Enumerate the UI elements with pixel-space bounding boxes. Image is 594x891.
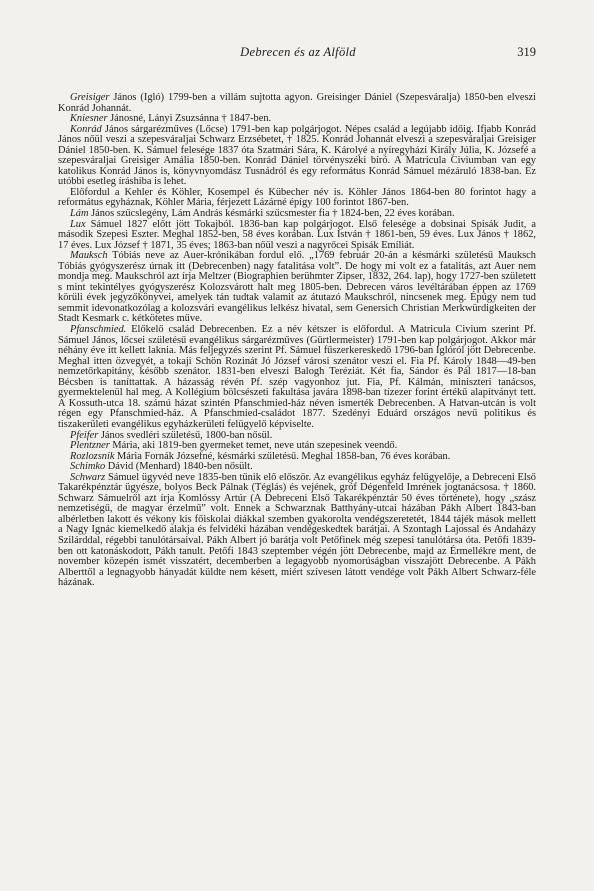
paragraph-text: Mária, aki 1819-ben gyermeket temet, neve után szepesinek veendő.: [109, 440, 398, 452]
paragraph-lux: [58, 220, 536, 252]
paragraph-konrad: [58, 125, 536, 188]
paragraph-lead: Lám: [70, 208, 89, 220]
running-title: Debrecen és az Alföld: [240, 45, 356, 59]
paragraph-kehler: [58, 188, 536, 209]
paragraph-schwarz: [58, 473, 536, 589]
paragraph-text: János (Igló) 1799-ben a villám sujtotta agyon. Greisinger Dániel (Szepesváralja) 1850-ben elveszi Konrád Johannát.: [58, 92, 536, 114]
body-text: [58, 93, 536, 589]
paragraph-text: János svedléri születésű, 1800-ban nősül.: [98, 429, 273, 441]
paragraph-lead: Pfeifer: [70, 429, 99, 441]
page-number: 319: [517, 45, 536, 59]
paragraph-lead: Kniesner: [70, 113, 108, 125]
paragraph-lead: Mauksch: [70, 250, 108, 262]
paragraph-lead: Pfanschmied.: [70, 324, 127, 336]
paragraph-text: Sámuel ügyvéd neve 1835-ben tűnik elő először. Az evangélikus egyház felügyelője, a Debreceni Első Takarékpénztár ügyésze, bolyos Beck Pálnak (Téglás) és vejének, gróf Dégenfeld Imrének jogtanácsosa. † 1860. Schwarz Sámuelről azt írja Komlóssy Artúr (A Debreceni Első Takarékpénztár 50 éves története), hogy „szász nemzetiségű, de magyar érzelmű” volt. Ennek a Schwarznak Batthyány-utcai házában Pákh Albert 1843-ban albérletben lakott és vékony kis főiskolai diákkal szemben gyakorolta vendégszeretetét, 1844 tájék mások mellett a Nagy Ignác kiemelkedő alakja és felvidéki házában vendégeskedtek barátjai. A Szontagh Lajossal és Andaházy Szilárddal, régebbi tanulótársaival. Pákh Albert jó barátja volt Petőfinek még szepesi tanulótársa óta. Petőfi 1839-ben ott katonáskodott, Pákh tanult. Petőfi 1843 szeptember végén jött Debrecenbe, majd az Érmellékre ment, de november közepén ismét visszatért, decemberben a legagyobb nyomorúságban visszajött Debrecenbe. A Pákh Alberttől a legnagyobb hányadát küldte nem késett, miért szívesen látott vendége volt Pákh Albert Schwarz-féle házának.: [58, 471, 536, 589]
paragraph-text: Jánosné, Lányi Zsuzsánna † 1847-ben.: [107, 113, 272, 125]
paragraph-text: Előkelő család Debrecenben. Ez a név kétszer is előfordul. A Matricula Civium szerint Pf. Sámuel János, lőcsei születésű evangélikus sárgarézműves (Gürtlermeister) 1791-ben kap polgárjogot. Akkor már néhány éve itt kellett laknia. Más feljegyzés szerint Pf. Sámuel fűszerkereskedő 1796-ban Iglóról jött Debrecenbe. Meghal itten özvegyét, a tokaji Schön Rozinát Jó József városi szenátor veszi el. Fia Pf. Károly 1848—49-ben nemzetőrkapitány, később szenátor. 1831-ben elveszi Balogh Teréziát. Két fia, Sándor és Pál 1817—18-ban Bécsben is taníttattak. A házasság révén Pf. szép vagyonhoz jut. Fia, Pf. Kálmán, miniszteri tanácsos, gyermektelenül hal meg. A Kollégium bölcsészeti fakultása javára 1898-ban tízezer forint értékű alapítványt tett. A Kossuth-utca 18. számú házat szintén Pfanschmied-ház néven ismerték Debrecenben. A Hatvan-utcán is volt régen egy Pfanschmied-ház. A Pfanschmied-családot 1877. Szedényi Eduárd országos nevű politikus és tiszakerületi evangélikus egyházkerületi felügyelő képviselte.: [58, 324, 536, 430]
paragraph-text: Dávid (Menhard) 1840-ben nősült.: [105, 461, 253, 473]
paragraph-text: Tóbiás neve az Auer-krónikában fordul elő. „1769 február 20-án a késmárki születésű Mauksch Tóbiás gyógyszerész úrnak itt (Debrecenben) nagy fatalitása volt”. De hogy mi volt ez a fatalitás, azt Auer nem mondja meg. Maukschról azt írja Meltzer (Biographien berühmter Zipser, 1832, 264. lap), hogy 1727-ben született s mint tekintélyes gyógyszerész Kolozsvárott halt meg 1805-ben. Debrecen város levéltárában éppen az 1769 körüli évek jegyzőkönyvei, amelyek tán tudtak valamit az átutazó Maukschról, nincsenek meg. Épúgy nem tud semmit idevonatkozólag a kolozsvári evangélikus lelkész hivatal, sem Genersich Christian Merkwürdigkeiten der Stadt Kesmark c. kétkötetes műve.: [58, 250, 536, 325]
paragraph-lead: Lux: [70, 218, 86, 230]
paragraph-mauksch: [58, 251, 536, 325]
paragraph-text: Sámuel 1827 előtt jött Tokajból. 1836-ban kap polgárjogot. Első felesége a dobsinai Spisák Judit, a második Szepesi Eszter. Meghal 1852-ben, 58 éves korában. Lux István † 1861-ben, 59 éves. Lux János † 1862, 17 éves. Lux József † 1871, 35 éves; 1863-ban nőül veszi a nagyrőcei Spisák Emíliát.: [58, 218, 536, 251]
paragraph-lead: Greisiger: [70, 92, 110, 103]
paragraph-lead: Schwarz: [70, 471, 106, 483]
paragraph-text: Mária Fornák Józsefné, késmárki születésű. Meghal 1858-ban, 76 éves korában.: [114, 450, 451, 462]
paragraph-lead: Schimko: [70, 461, 106, 473]
page-header: [60, 45, 536, 61]
paragraph-text: Előfordul a Kehler és Köhler, Kosempel és Kübecher név is. Köhler János 1864-ben 80 forintot hagy a református egyháznak, Köhler Mária, férjezett Lázárné épígy 100 forintot 1867-ben.: [58, 186, 536, 209]
paragraph-text: János sárgarézműves (Lőcse) 1791-ben kap polgárjogot. Népes család a legújabb időig. Ifjabb Konrád János nőül veszi a szepesváraljai Schwarz Erzsébetet, † 1825. Konrád Johannát elveszi a szepesváraljai Greisiger Dániel 1850-ben. K. Sámuel felesége 1837 óta Szatmári Sára, K. Károlyé a nyíregyházi Király Júlia, K. Józsefé a szepesváraljai Greisiger Amália 1850-ben. Konrád Dániel törvényszéki bíró. A Matricula Civiumban van egy katolikus Konrád János is, könyvnyomdász Tusnádról és egy református Konrád Sámuel mézáruló 1838-ban. Ez utóbbi esetleg íráshiba is lehet.: [58, 123, 536, 188]
paragraph-lead: Konrád: [70, 123, 102, 135]
paragraph-lead: Rozlozsnik: [70, 450, 115, 462]
paragraph-greisiger: [58, 93, 536, 114]
paragraph-pfanschmied: [58, 325, 536, 430]
paragraph-lead: Plentzner: [70, 440, 110, 452]
paragraph-text: János szűcslegény, Lám András késmárki szűcsmester fia † 1824-ben, 22 éves korában.: [88, 208, 455, 220]
